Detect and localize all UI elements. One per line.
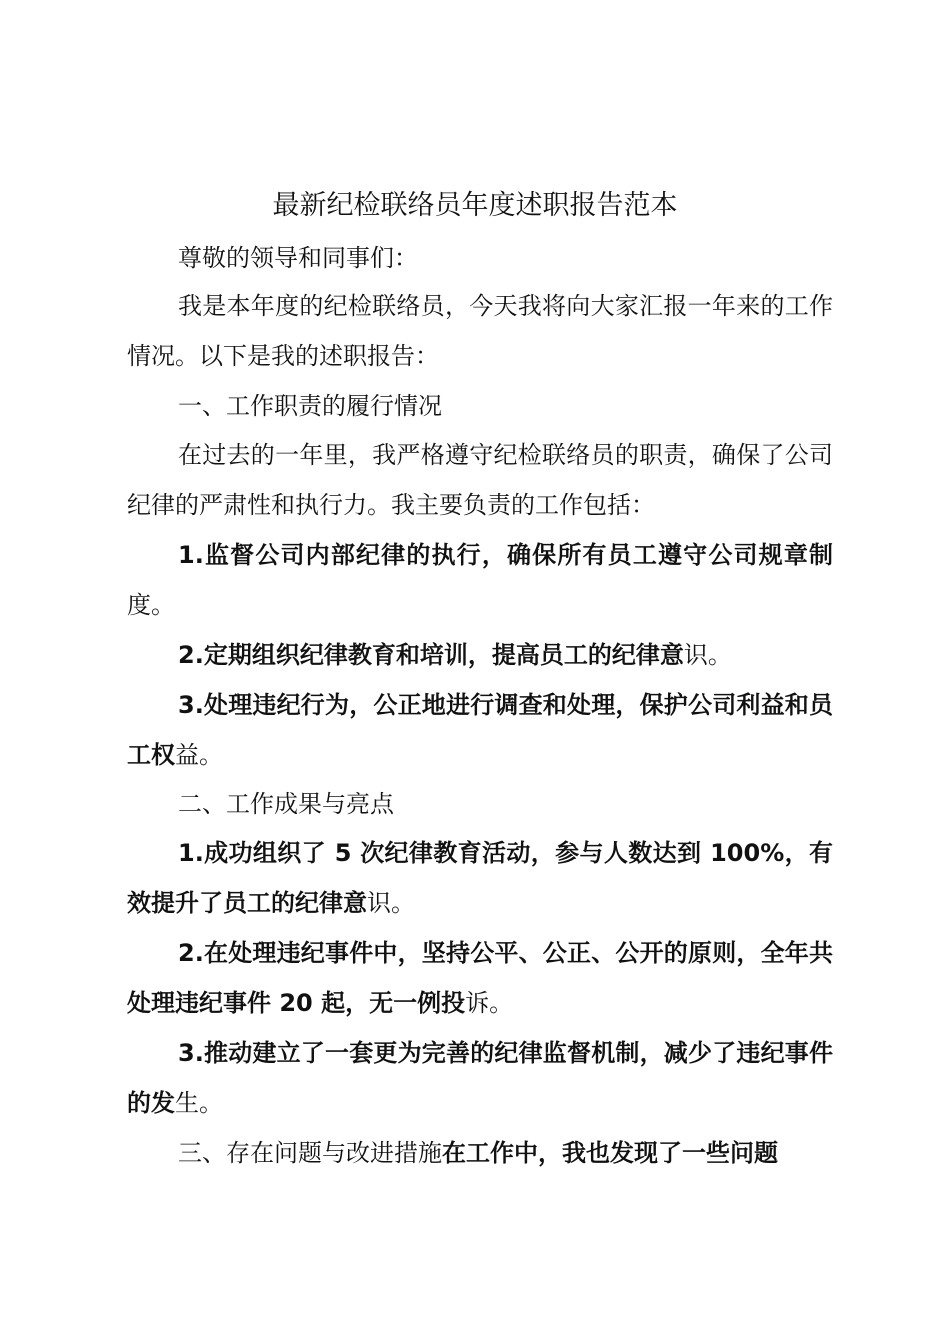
section1-item-3 xyxy=(127,680,833,780)
section2-item-3 xyxy=(127,1028,833,1128)
section1-body: 在过去的一年里，我严格遵守纪检联络员的职责，确保了公司纪律的严肃性和执行力。我主要负责的工作包括： xyxy=(127,441,833,519)
section3-heading xyxy=(127,1128,833,1178)
item-normal-text: 益。 xyxy=(175,741,223,769)
item-normal-text: 诉。 xyxy=(465,989,514,1017)
section3-heading-rest: 在工作中，我也发现了一些问题 xyxy=(442,1139,778,1167)
item-bold-text: 2.在处理违纪事件中，坚持公平、公正、公开的原则，全年共处理违纪事件 20 起，无一例投 xyxy=(127,939,833,1017)
item-bold-text: 3.推动建立了一套更为完善的纪律监督机制，减少了违纪事件的发 xyxy=(127,1039,833,1117)
section2-heading: 二、工作成果与亮点 xyxy=(178,790,394,818)
item-bold-text: 1.监督公司内部纪律的执行，确保所有员工遵守公司规章制 xyxy=(178,541,833,569)
greeting: 尊敬的领导和同事们： xyxy=(178,244,418,272)
section2-item-2 xyxy=(127,928,833,1028)
section1-heading: 一、工作职责的履行情况 xyxy=(178,392,442,420)
section3-heading-title: 三、存在问题与改进措施 xyxy=(178,1139,442,1167)
section1-item-2 xyxy=(127,630,833,680)
section1-item-1 xyxy=(127,530,833,630)
item-normal-text: 生。 xyxy=(175,1089,223,1117)
item-bold-text: 2.定期组织纪律教育和培训，提高员工的纪律意 xyxy=(178,641,684,669)
item-normal-text: 度。 xyxy=(127,591,175,619)
item-normal-text: 识。 xyxy=(367,889,415,917)
intro-paragraph: 我是本年度的纪检联络员，今天我将向大家汇报一年来的工作情况。以下是我的述职报告： xyxy=(127,292,833,370)
item-bold-text: 3.处理违纪行为，公正地进行调查和处理，保护公司利益和员工权 xyxy=(127,691,833,769)
item-bold-text: 1.成功组织了 5 次纪律教育活动，参与人数达到 100%，有效提升了员工的纪律意 xyxy=(127,839,833,917)
section2-item-1 xyxy=(127,828,833,928)
item-normal-text: 识。 xyxy=(683,641,732,669)
document-title: 最新纪检联络员年度述职报告范本 xyxy=(272,190,678,221)
